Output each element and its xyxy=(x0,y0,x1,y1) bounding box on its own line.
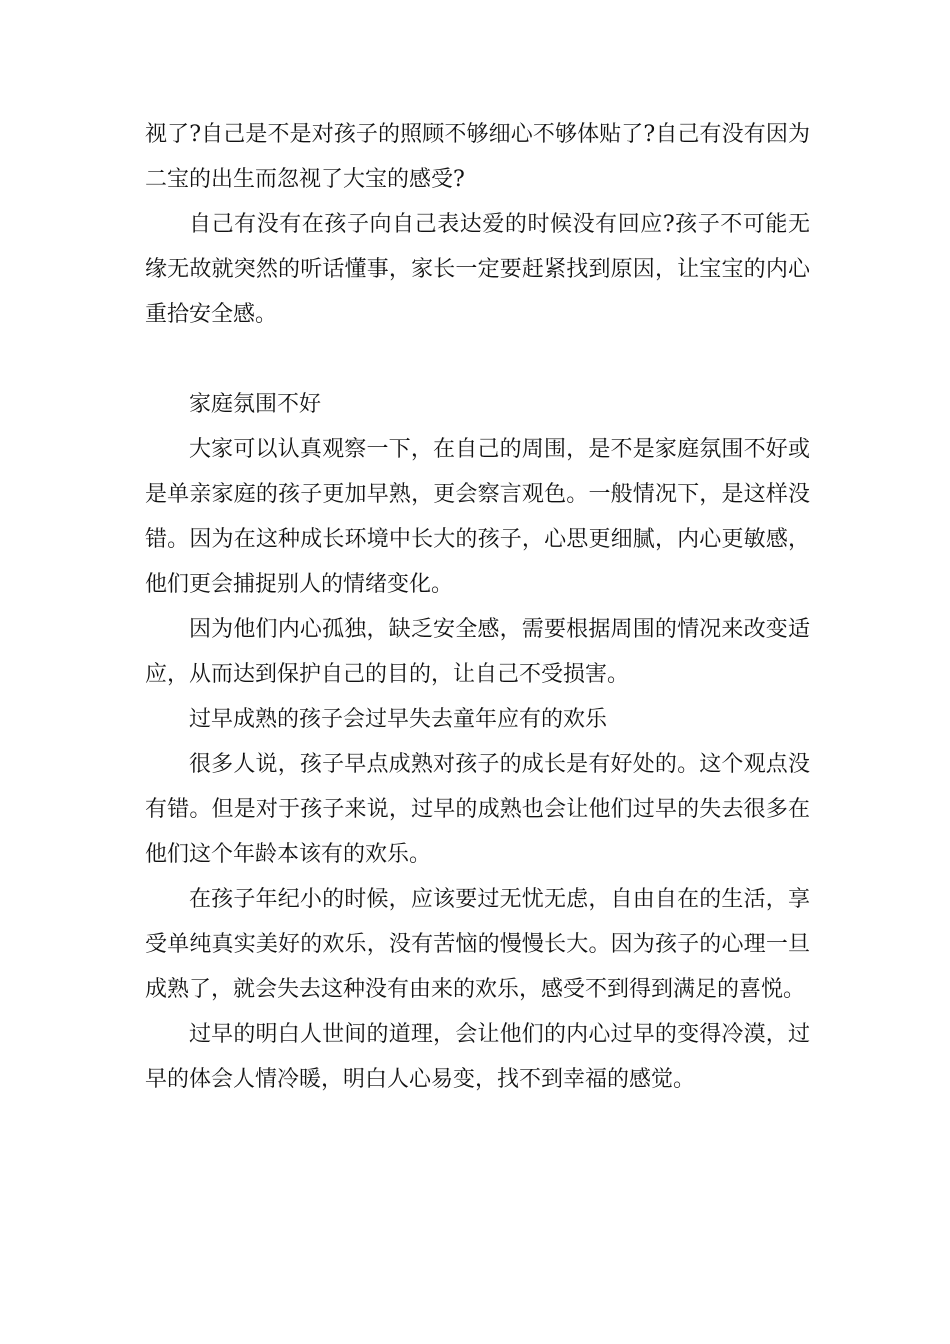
paragraph-carefree-childhood: 在孩子年纪小的时候，应该要过无忧无虑，自由自在的生活，享受单纯真实美好的欢乐，没有苦恼的慢慢长大。因为孩子的心理一旦成熟了，就会失去这种没有由来的欢乐，感受不到得到满足的喜悦。 xyxy=(145,887,810,1002)
paragraph-early-maturity: 很多人说，孩子早点成熟对孩子的成长是有好处的。这个观点没有错。但是对于孩子来说，过早的成熟也会让他们过早的失去很多在他们这个年龄本该有的欢乐。 xyxy=(145,752,810,867)
section-heading-family-atmosphere: 家庭氛围不好 xyxy=(189,392,322,417)
paragraph-world-understanding: 过早的明白人世间的道理，会让他们的内心过早的变得冷漠，过早的体会人情冷暖，明白人心易变，找不到幸福的感觉。 xyxy=(145,1022,810,1092)
blank-line xyxy=(145,337,810,382)
paragraph-loneliness: 因为他们内心孤独，缺乏安全感，需要根据周围的情况来改变适应，从而达到保护自己的目的，让自己不受损害。 xyxy=(145,617,810,687)
paragraph-response-security: 自己有没有在孩子向自己表达爱的时候没有回应?孩子不可能无缘无故就突然的听话懂事，家长一定要赶紧找到原因，让宝宝的内心重拾安全感。 xyxy=(145,212,810,327)
document-body xyxy=(145,112,810,1102)
paragraph-observation: 大家可以认真观察一下，在自己的周围，是不是家庭氛围不好或是单亲家庭的孩子更加早熟，更会察言观色。一般情况下，是这样没错。因为在这种成长环境中长大的孩子，心思更细腻，内心更敏感，他们更会捕捉别人的情绪变化。 xyxy=(145,437,810,597)
paragraph-continuation: 视了?自己是不是对孩子的照顾不够细心不够体贴了?自己有没有因为二宝的出生而忽视了大宝的感受? xyxy=(145,122,810,192)
section-heading-lost-joy: 过早成熟的孩子会过早失去童年应有的欢乐 xyxy=(189,707,608,732)
